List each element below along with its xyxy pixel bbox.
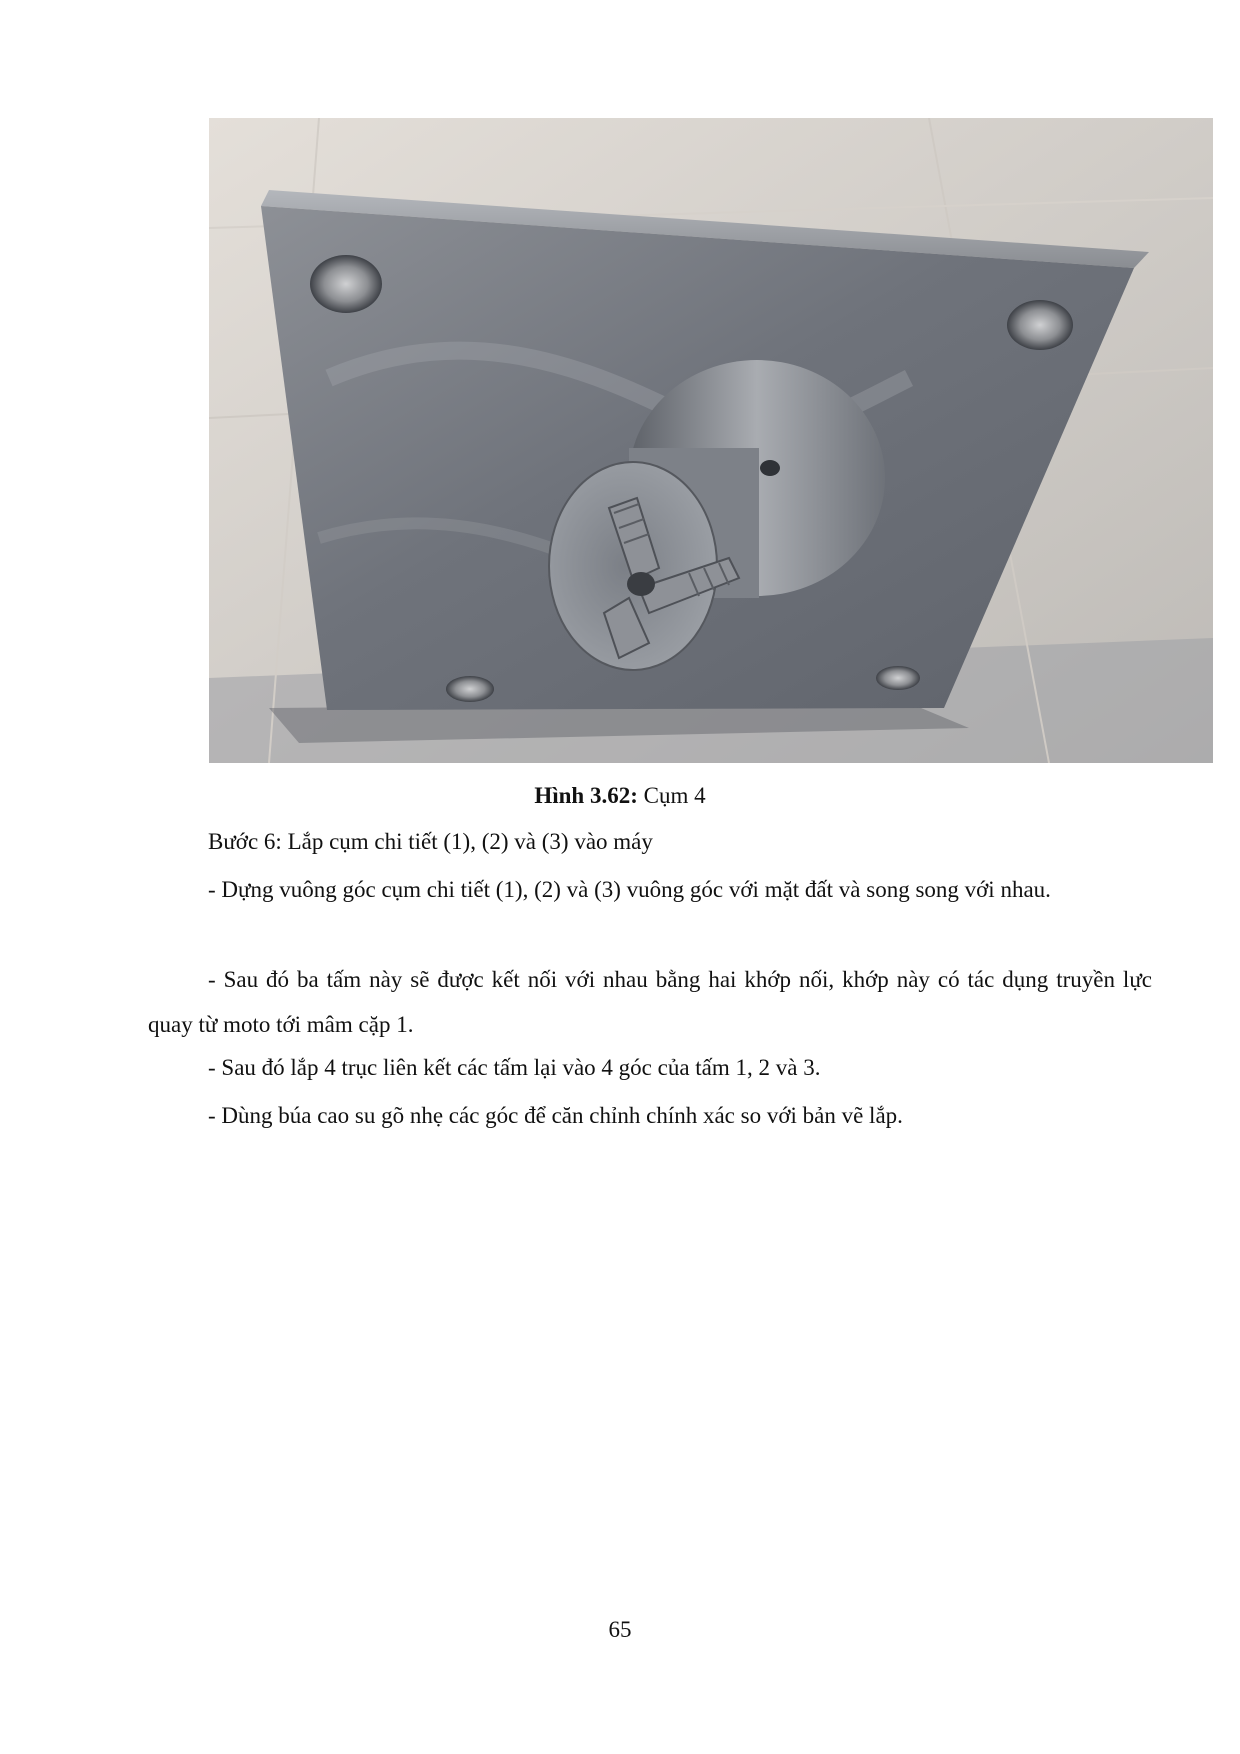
figure-caption xyxy=(0,781,1240,811)
paragraph-item-3: - Sau đó lắp 4 trục liên kết các tấm lại vào 4 góc của tấm 1, 2 và 3. xyxy=(208,1055,821,1080)
step-heading: Bước 6: Lắp cụm chi tiết (1), (2) và (3) vào máy xyxy=(208,829,653,854)
paragraph-item-4: - Dùng búa cao su gõ nhẹ các góc để căn chỉnh chính xác so với bản vẽ lắp. xyxy=(208,1103,903,1128)
figure-photo xyxy=(209,118,1213,763)
chuck-plate-photo xyxy=(209,118,1213,763)
chuck-key-hole xyxy=(760,460,780,476)
paragraph-item-1: - Dựng vuông góc cụm chi tiết (1), (2) và (3) vuông góc với mặt đất và song song với nhau. xyxy=(208,877,1051,902)
paragraph-item-2: - Sau đó ba tấm này sẽ được kết nối với nhau bằng hai khớp nối, khớp này có tác dụng truyền lực quay từ moto tới mâm cặp 1. xyxy=(148,967,1152,1037)
caption-label: Hình 3.62: xyxy=(534,783,638,808)
page-number: 65 xyxy=(608,1617,632,1642)
mounting-hole xyxy=(310,255,382,313)
mounting-hole xyxy=(446,676,494,702)
mounting-hole xyxy=(876,666,920,690)
caption-text: Cụm 4 xyxy=(637,783,706,808)
mounting-hole xyxy=(1007,300,1073,350)
